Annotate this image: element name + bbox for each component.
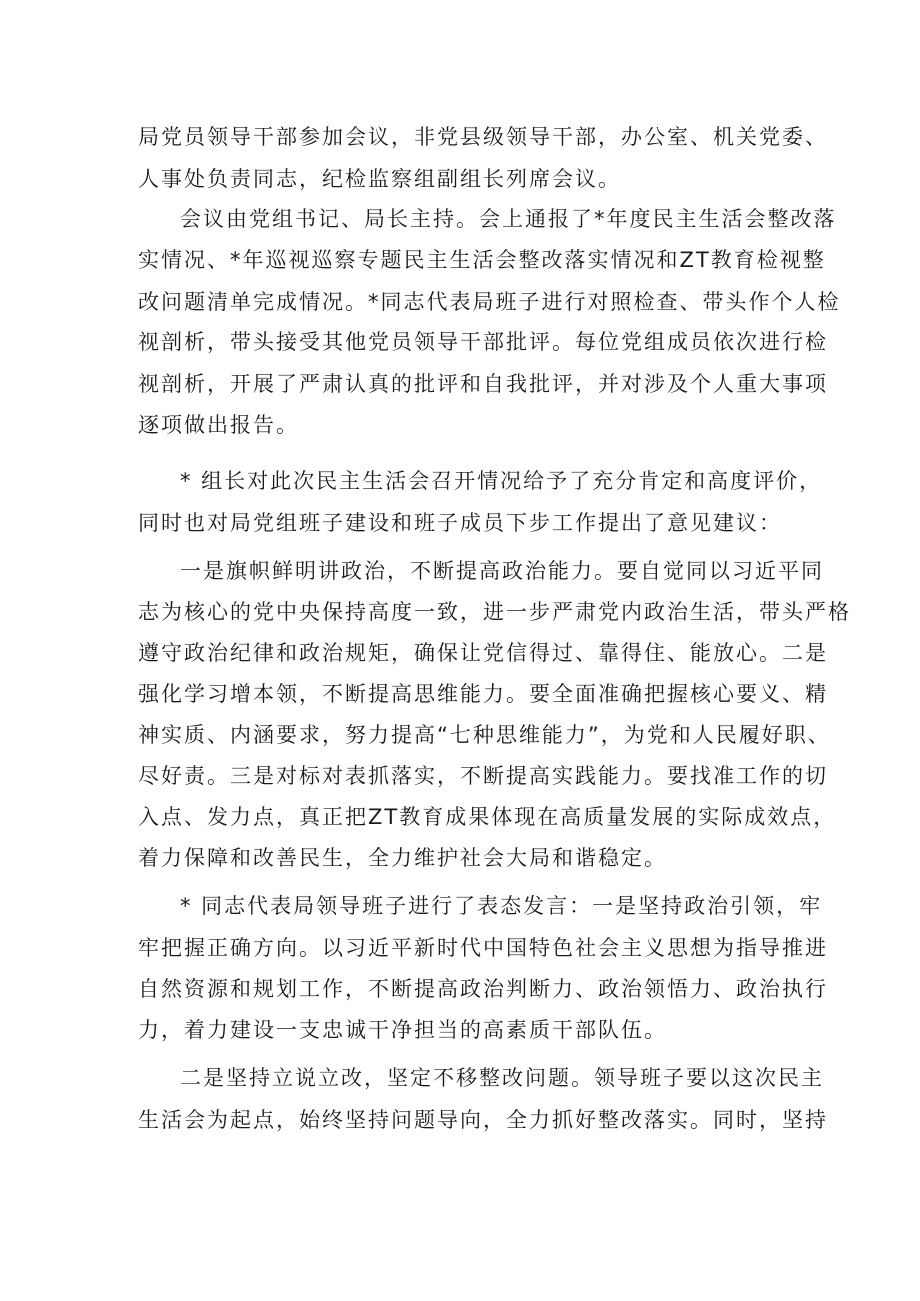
text-line: 一是旗帜鲜明讲政治，不断提高政治能力。要自觉同以习近平同 bbox=[180, 559, 824, 583]
text-line: 自然资源和规划工作，不断提高政治判断力、政治领悟力、政治执行 bbox=[138, 977, 828, 1001]
text-line: 实情况、*年巡视巡察专题民主生活会整改落实情况和ZT教育检视整 bbox=[138, 248, 826, 272]
text-line: * 同志代表局领导班子进行了表态发言：一是坚持政治引领，牢 bbox=[180, 894, 823, 918]
text-line: 改问题清单完成情况。*同志代表局班子进行对照检查、带头作个人检 bbox=[138, 290, 841, 314]
text-line: 尽好责。三是对标对表抓落实，不断提高实践能力。要找准工作的切 bbox=[138, 764, 828, 788]
text-line: 力，着力建设一支忠诚干净担当的高素质干部队伍。 bbox=[138, 1018, 667, 1042]
text-line: 逐项做出报告。 bbox=[138, 413, 299, 437]
text-line: 同时也对局党组班子建设和班子成员下步工作提出了意见建议： bbox=[138, 511, 782, 535]
text-line: 着力保障和改善民生，全力维护社会大局和谐稳定。 bbox=[138, 846, 667, 870]
text-line: 会议由党组书记、局长主持。会上通报了*年度民主生活会整改落 bbox=[180, 207, 837, 231]
text-line: 局党员领导干部参加会议，非党县级领导干部，办公室、机关党委、 bbox=[138, 125, 828, 149]
text-line: 视剖析，带头接受其他党员领导干部批评。每位党组成员依次进行检 bbox=[138, 330, 828, 354]
text-line: 视剖析，开展了严肃认真的批评和自我批评，并对涉及个人重大事项 bbox=[138, 372, 828, 396]
text-line: * 组长对此次民主生活会召开情况给予了充分肯定和高度评价， bbox=[180, 469, 823, 493]
text-line: 二是坚持立说立改，坚定不移整改问题。领导班子要以这次民主 bbox=[180, 1066, 824, 1090]
text-line: 牢把握正确方向。以习近平新时代中国特色社会主义思想为指导推进 bbox=[138, 936, 828, 960]
text-line: 强化学习增本领，不断提高思维能力。要全面准确把握核心要义、精 bbox=[138, 682, 828, 706]
text-line: 人事处负责同志，纪检监察组副组长列席会议。 bbox=[138, 167, 621, 191]
text-line: 神实质、内涵要求，努力提高“七种思维能力”，为党和人民履好职、 bbox=[138, 723, 831, 747]
text-line: 遵守政治纪律和政治规矩，确保让党信得过、靠得住、能放心。二是 bbox=[138, 641, 828, 665]
text-line: 志为核心的党中央保持高度一致，进一步严肃党内政治生活，带头严格 bbox=[138, 600, 851, 624]
text-line: 生活会为起点，始终坚持问题导向，全力抓好整改落实。同时，坚持 bbox=[138, 1108, 828, 1132]
text-line: 入点、发力点，真正把ZT教育成果体现在高质量发展的实际成效点， bbox=[138, 805, 837, 829]
